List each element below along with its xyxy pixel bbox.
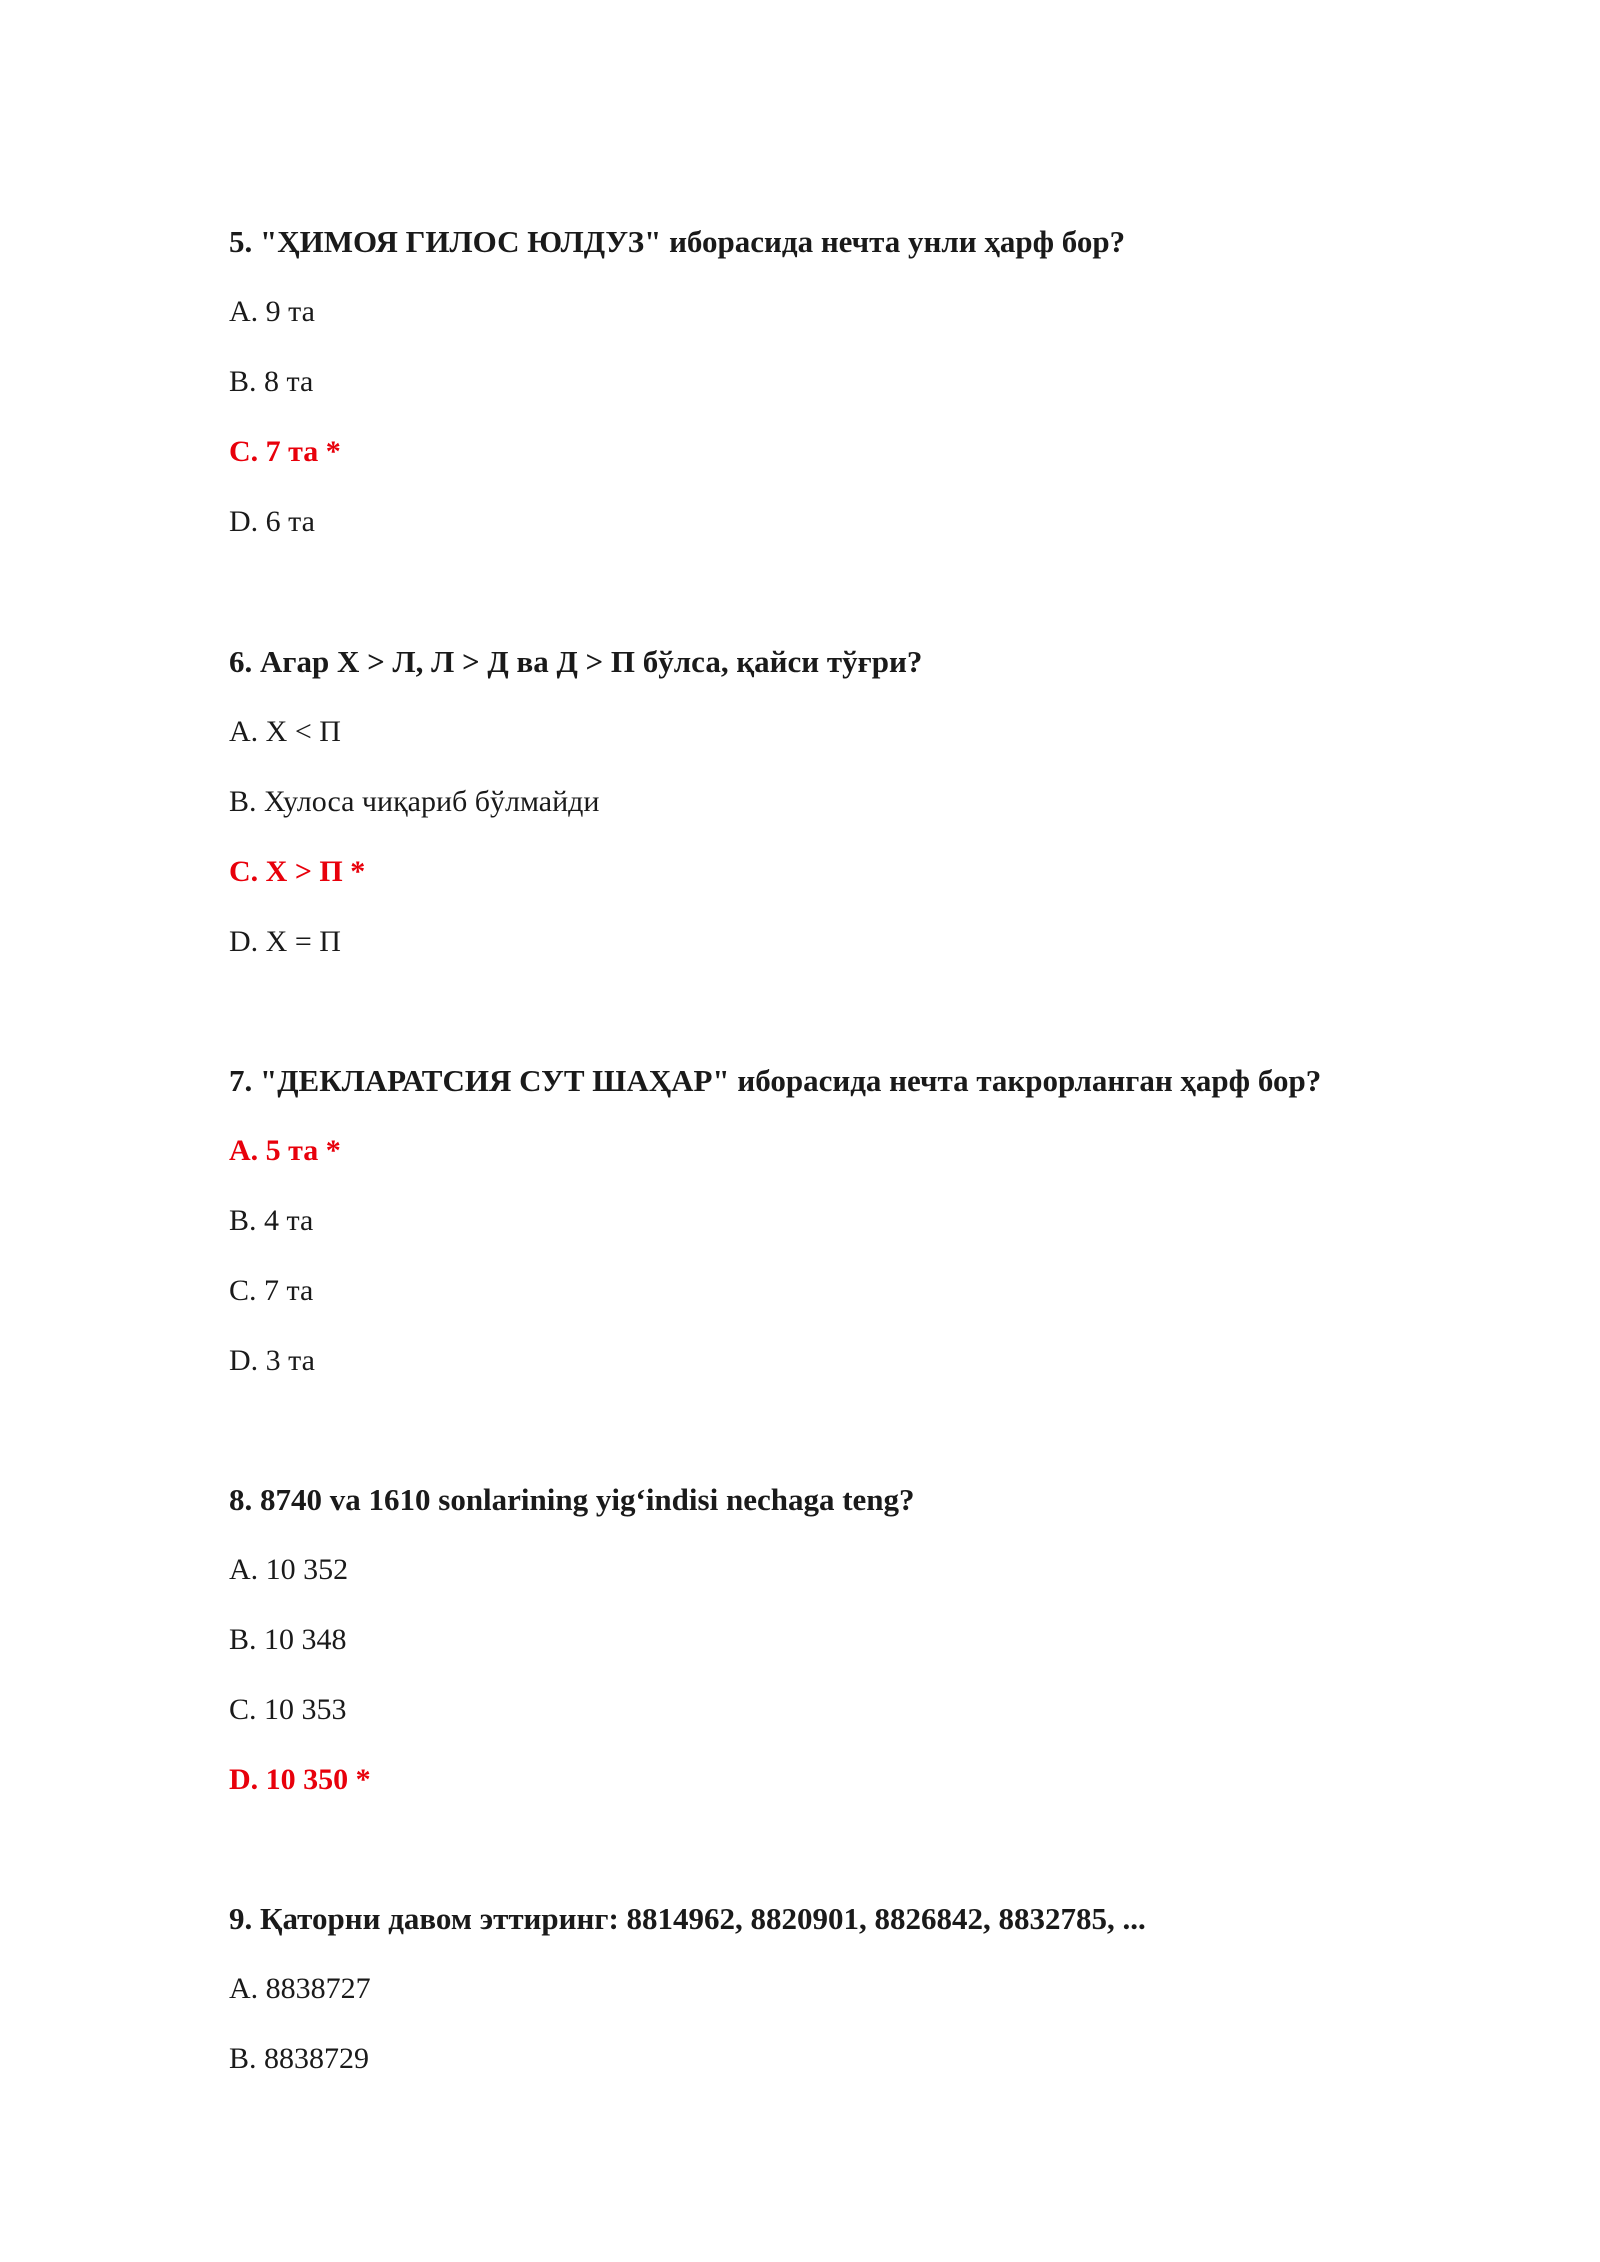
question-7 — [229, 1061, 1479, 1381]
option-b: B. 10 348 — [229, 1623, 347, 1656]
option-b: B. Хулоса чиқариб бўлмайди — [229, 785, 600, 818]
option-c-correct: C. Х > П * — [229, 855, 366, 888]
question-6 — [229, 642, 1479, 962]
option-d: D. Х = П — [229, 925, 341, 958]
option-b: B. 8838729 — [229, 2042, 370, 2075]
question-title: 6. Агар Х > Л, Л > Д ва Д > П бўлса, қайси тўғри? — [229, 644, 923, 679]
question-title: 9. Қаторни давом эттиринг: 8814962, 8820901, 8826842, 8832785, ... — [229, 1901, 1146, 1936]
question-title: 8. 8740 va 1610 sonlarining yig‘indisi nechaga teng? — [229, 1482, 915, 1517]
question-5 — [229, 222, 1479, 542]
question-8 — [229, 1480, 1479, 1800]
option-c-correct: C. 7 та * — [229, 435, 341, 468]
option-c: C. 10 353 — [229, 1693, 347, 1726]
option-a: A. 9 та — [229, 295, 315, 328]
option-b: B. 4 та — [229, 1204, 314, 1237]
question-9 — [229, 1899, 1479, 2079]
option-a: A. Х < П — [229, 715, 341, 748]
option-c: C. 7 та — [229, 1274, 314, 1307]
option-d-correct: D. 10 350 * — [229, 1763, 371, 1796]
option-a-correct: A. 5 та * — [229, 1134, 341, 1167]
option-b: B. 8 та — [229, 365, 314, 398]
option-d: D. 6 та — [229, 505, 315, 538]
option-a: A. 8838727 — [229, 1972, 371, 2005]
option-a: A. 10 352 — [229, 1553, 349, 1586]
option-d: D. 3 та — [229, 1344, 315, 1377]
question-title: 7. "ДЕКЛАРАТСИЯ СУТ ШАҲАР" иборасида нечта такрорланган ҳарф бор? — [229, 1063, 1322, 1098]
question-title: 5. "ҲИМОЯ ГИЛОС ЮЛДУЗ" иборасида нечта унли ҳарф бор? — [229, 224, 1126, 259]
